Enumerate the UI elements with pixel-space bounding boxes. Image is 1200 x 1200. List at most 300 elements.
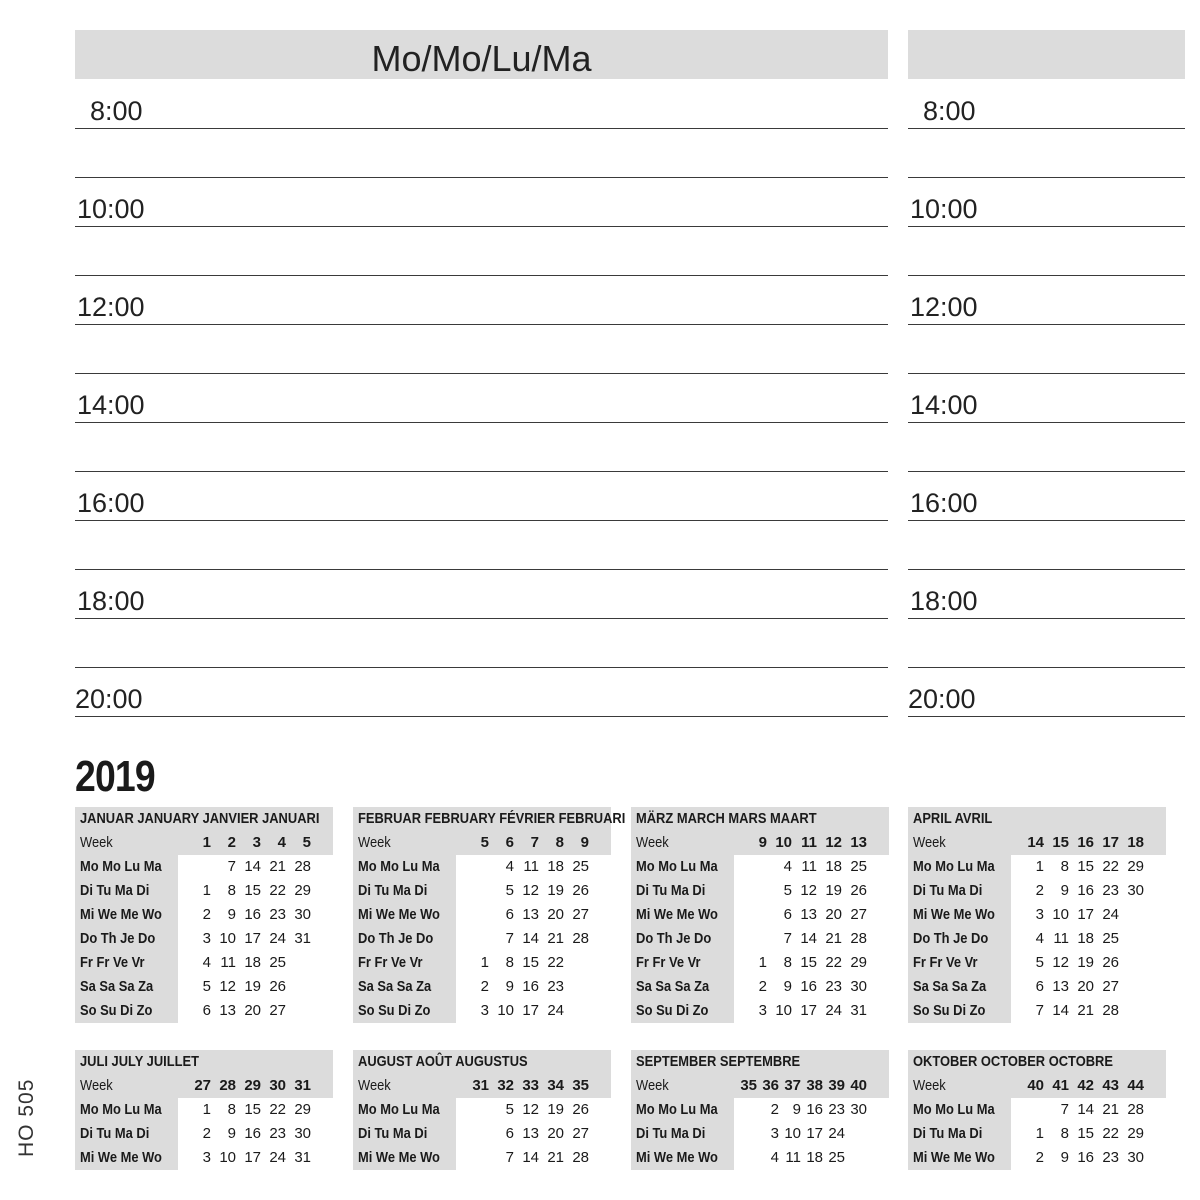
month-title: JANUAR JANUARY JANVIER JANUARI bbox=[80, 810, 320, 827]
date-cell: 1 bbox=[480, 954, 489, 971]
date-cell: 23 bbox=[825, 978, 842, 995]
weekday-row bbox=[631, 927, 889, 951]
date-cell: 2 bbox=[1035, 1149, 1044, 1166]
date-cell: 20 bbox=[547, 906, 564, 923]
date-cell: 6 bbox=[1035, 978, 1044, 995]
month-calendar bbox=[631, 1050, 889, 1170]
date-cell: 9 bbox=[227, 906, 236, 923]
date-cell: 8 bbox=[227, 882, 236, 899]
month-title-row bbox=[353, 807, 626, 831]
date-cell: 16 bbox=[244, 906, 261, 923]
date-cell: 21 bbox=[1102, 1101, 1119, 1118]
week-number: 31 bbox=[294, 1077, 311, 1094]
week-number-row bbox=[75, 831, 333, 855]
weekday-label: Mi We Me Wo bbox=[80, 1149, 162, 1166]
weekday-row bbox=[353, 951, 611, 975]
date-cell: 3 bbox=[202, 930, 211, 947]
date-cell: 10 bbox=[497, 1002, 514, 1019]
week-label: Week bbox=[913, 834, 946, 851]
week-number: 10 bbox=[775, 834, 792, 851]
weekday-label: Mo Mo Lu Ma bbox=[80, 858, 162, 875]
weekday-row bbox=[908, 1146, 1166, 1170]
weekday-label: Fr Fr Ve Vr bbox=[913, 954, 978, 971]
weekday-label: Mo Mo Lu Ma bbox=[358, 1101, 440, 1118]
time-label-side: 14:00 bbox=[910, 390, 978, 420]
date-cell: 21 bbox=[547, 1149, 564, 1166]
date-cell: 15 bbox=[522, 954, 539, 971]
week-number: 35 bbox=[740, 1077, 757, 1094]
month-title-row bbox=[631, 1050, 889, 1074]
date-cell: 9 bbox=[792, 1101, 801, 1118]
month-title: AUGUST AOÛT AUGUSTUS bbox=[358, 1053, 528, 1070]
month-title-row bbox=[908, 807, 1166, 831]
date-cell: 3 bbox=[202, 1149, 211, 1166]
date-cell: 31 bbox=[294, 930, 311, 947]
date-cell: 1 bbox=[202, 882, 211, 899]
date-cell: 8 bbox=[505, 954, 514, 971]
month-calendar bbox=[908, 807, 1166, 1023]
time-label-main: 10:00 bbox=[77, 194, 145, 224]
week-number: 1 bbox=[202, 834, 211, 851]
month-title: APRIL AVRIL bbox=[913, 810, 993, 827]
date-cell: 8 bbox=[783, 954, 792, 971]
date-cell: 8 bbox=[227, 1101, 236, 1118]
date-cell: 3 bbox=[770, 1125, 779, 1142]
week-number: 9 bbox=[580, 834, 589, 851]
date-cell: 21 bbox=[547, 930, 564, 947]
weekday-label: Mi We Me Wo bbox=[80, 906, 162, 923]
week-number: 44 bbox=[1127, 1077, 1144, 1094]
line-side-15 bbox=[908, 471, 1185, 472]
weekday-row bbox=[353, 1146, 611, 1170]
weekday-row bbox=[353, 1098, 611, 1122]
date-cell: 17 bbox=[806, 1125, 823, 1142]
month-title: FEBRUAR FEBRUARY FÉVRIER FEBRUARI bbox=[358, 810, 626, 827]
weekday-row bbox=[75, 999, 333, 1023]
line-side-19 bbox=[908, 667, 1185, 668]
date-cell: 16 bbox=[522, 978, 539, 995]
week-number: 32 bbox=[497, 1077, 514, 1094]
date-cell: 30 bbox=[1127, 1149, 1144, 1166]
weekday-row bbox=[353, 903, 611, 927]
date-cell: 20 bbox=[244, 1002, 261, 1019]
weekday-row bbox=[631, 1146, 889, 1170]
date-cell: 16 bbox=[806, 1101, 823, 1118]
time-label-side: 16:00 bbox=[910, 488, 978, 518]
date-cell: 2 bbox=[758, 978, 767, 995]
date-cell: 7 bbox=[783, 930, 792, 947]
date-cell: 25 bbox=[572, 858, 589, 875]
week-number: 28 bbox=[219, 1077, 236, 1094]
week-number: 40 bbox=[850, 1077, 867, 1094]
date-cell: 12 bbox=[522, 882, 539, 899]
month-calendar bbox=[353, 1050, 611, 1170]
weekday-label: Fr Fr Ve Vr bbox=[636, 954, 701, 971]
date-cell: 3 bbox=[1035, 906, 1044, 923]
date-cell: 7 bbox=[227, 858, 236, 875]
week-number: 29 bbox=[244, 1077, 261, 1094]
weekday-row bbox=[908, 1098, 1166, 1122]
weekday-label: So Su Di Zo bbox=[80, 1002, 153, 1019]
weekday-label: Mi We Me Wo bbox=[636, 1149, 718, 1166]
date-cell: 16 bbox=[1077, 1149, 1094, 1166]
weekday-row bbox=[908, 927, 1166, 951]
week-number: 43 bbox=[1102, 1077, 1119, 1094]
line-main-17 bbox=[75, 569, 888, 570]
date-cell: 5 bbox=[505, 882, 514, 899]
date-cell: 15 bbox=[244, 882, 261, 899]
weekday-label: Do Th Je Do bbox=[913, 930, 989, 947]
date-cell: 14 bbox=[1077, 1101, 1094, 1118]
week-number: 2 bbox=[227, 834, 236, 851]
date-cell: 28 bbox=[1102, 1002, 1119, 1019]
date-cell: 3 bbox=[758, 1002, 767, 1019]
weekday-label: Di Tu Ma Di bbox=[80, 1125, 150, 1142]
month-calendar bbox=[75, 807, 333, 1023]
date-cell: 30 bbox=[294, 906, 311, 923]
date-cell: 25 bbox=[850, 858, 867, 875]
date-cell: 1 bbox=[758, 954, 767, 971]
date-cell: 23 bbox=[547, 978, 564, 995]
date-cell: 4 bbox=[505, 858, 514, 875]
weekday-row bbox=[908, 855, 1166, 879]
week-number: 31 bbox=[472, 1077, 489, 1094]
date-cell: 10 bbox=[219, 1149, 236, 1166]
date-cell: 27 bbox=[572, 906, 589, 923]
date-cell: 26 bbox=[850, 882, 867, 899]
date-cell: 13 bbox=[522, 1125, 539, 1142]
date-cell: 28 bbox=[572, 930, 589, 947]
weekday-label: Sa Sa Sa Za bbox=[358, 978, 432, 995]
date-cell: 7 bbox=[505, 930, 514, 947]
date-cell: 17 bbox=[800, 1002, 817, 1019]
weekday-row bbox=[75, 855, 333, 879]
week-label: Week bbox=[636, 834, 669, 851]
date-cell: 26 bbox=[572, 882, 589, 899]
week-number: 39 bbox=[828, 1077, 845, 1094]
month-title: OKTOBER OCTOBER OCTOBRE bbox=[913, 1053, 1113, 1070]
date-cell: 21 bbox=[1077, 1002, 1094, 1019]
date-cell: 29 bbox=[1127, 1125, 1144, 1142]
weekday-row bbox=[75, 951, 333, 975]
week-number: 15 bbox=[1052, 834, 1069, 851]
date-cell: 10 bbox=[1052, 906, 1069, 923]
date-cell: 2 bbox=[1035, 882, 1044, 899]
week-number: 12 bbox=[825, 834, 842, 851]
line-main-15 bbox=[75, 471, 888, 472]
weekday-label: Mi We Me Wo bbox=[358, 1149, 440, 1166]
product-code: HO 505 bbox=[15, 1078, 38, 1157]
week-number: 8 bbox=[555, 834, 564, 851]
week-number: 5 bbox=[480, 834, 489, 851]
date-cell: 10 bbox=[219, 930, 236, 947]
weekday-label: Mi We Me Wo bbox=[636, 906, 718, 923]
date-cell: 18 bbox=[244, 954, 261, 971]
month-title-row bbox=[908, 1050, 1166, 1074]
line-main-19 bbox=[75, 667, 888, 668]
month-title-row bbox=[353, 1050, 611, 1074]
month-title-row bbox=[631, 807, 889, 831]
date-cell: 5 bbox=[202, 978, 211, 995]
day-header-main bbox=[75, 30, 888, 79]
week-number-row bbox=[631, 831, 889, 855]
date-cell: 19 bbox=[547, 882, 564, 899]
weekday-label: So Su Di Zo bbox=[358, 1002, 431, 1019]
weekday-row bbox=[75, 927, 333, 951]
weekday-row bbox=[908, 999, 1166, 1023]
date-cell: 16 bbox=[1077, 882, 1094, 899]
date-cell: 22 bbox=[269, 1101, 286, 1118]
line-main-13 bbox=[75, 373, 888, 374]
weekday-label: Fr Fr Ve Vr bbox=[358, 954, 423, 971]
weekday-label: Di Tu Ma Di bbox=[358, 1125, 428, 1142]
weekday-label: Di Tu Ma Di bbox=[358, 882, 428, 899]
week-number: 16 bbox=[1077, 834, 1094, 851]
month-calendar bbox=[75, 1050, 333, 1170]
date-cell: 7 bbox=[1035, 1002, 1044, 1019]
date-cell: 9 bbox=[1060, 1149, 1069, 1166]
date-cell: 20 bbox=[1077, 978, 1094, 995]
time-label-side: 8:00 bbox=[923, 96, 976, 126]
date-cell: 22 bbox=[1102, 1125, 1119, 1142]
date-cell: 11 bbox=[785, 1149, 801, 1166]
date-cell: 6 bbox=[505, 1125, 514, 1142]
week-label: Week bbox=[358, 1077, 391, 1094]
date-cell: 9 bbox=[227, 1125, 236, 1142]
weekday-row bbox=[353, 999, 611, 1023]
line-side-8 bbox=[908, 128, 1185, 129]
date-cell: 2 bbox=[202, 1125, 211, 1142]
weekday-label: Do Th Je Do bbox=[80, 930, 156, 947]
date-cell: 12 bbox=[1052, 954, 1069, 971]
month-calendar bbox=[631, 807, 889, 1023]
date-cell: 8 bbox=[1060, 1125, 1069, 1142]
date-cell: 23 bbox=[269, 906, 286, 923]
date-cell: 9 bbox=[505, 978, 514, 995]
date-cell: 23 bbox=[1102, 882, 1119, 899]
date-cell: 20 bbox=[825, 906, 842, 923]
line-main-9 bbox=[75, 177, 888, 178]
week-number: 42 bbox=[1077, 1077, 1094, 1094]
time-label-side: 18:00 bbox=[910, 586, 978, 616]
date-cell: 24 bbox=[1102, 906, 1119, 923]
line-main-11 bbox=[75, 275, 888, 276]
date-cell: 17 bbox=[244, 930, 261, 947]
weekday-label: Di Tu Ma Di bbox=[80, 882, 150, 899]
week-number: 4 bbox=[277, 834, 286, 851]
date-cell: 23 bbox=[1102, 1149, 1119, 1166]
date-cell: 14 bbox=[800, 930, 817, 947]
date-cell: 1 bbox=[1035, 1125, 1044, 1142]
month-title-row bbox=[75, 1050, 333, 1074]
month-title-row bbox=[75, 807, 333, 831]
date-cell: 14 bbox=[244, 858, 261, 875]
day-title: Mo/Mo/Lu/Ma bbox=[371, 38, 592, 79]
week-number: 36 bbox=[762, 1077, 779, 1094]
date-cell: 29 bbox=[850, 954, 867, 971]
week-number: 34 bbox=[547, 1077, 564, 1094]
week-label: Week bbox=[80, 834, 113, 851]
week-number: 37 bbox=[784, 1077, 801, 1094]
day-header-side bbox=[908, 30, 1185, 79]
date-cell: 23 bbox=[828, 1101, 845, 1118]
date-cell: 15 bbox=[1077, 1125, 1094, 1142]
month-calendar bbox=[353, 807, 626, 1023]
line-side-11 bbox=[908, 275, 1185, 276]
weekday-label: Mo Mo Lu Ma bbox=[913, 1101, 995, 1118]
weekday-row bbox=[353, 975, 611, 999]
line-side-18 bbox=[908, 618, 1185, 619]
week-number-row bbox=[631, 1074, 889, 1098]
week-number: 18 bbox=[1127, 834, 1144, 851]
week-number: 41 bbox=[1052, 1077, 1069, 1094]
line-side-14 bbox=[908, 422, 1185, 423]
date-cell: 3 bbox=[480, 1002, 489, 1019]
date-cell: 21 bbox=[825, 930, 842, 947]
date-cell: 9 bbox=[783, 978, 792, 995]
date-cell: 1 bbox=[202, 1101, 211, 1118]
week-label: Week bbox=[358, 834, 391, 851]
time-label-main: 8:00 bbox=[90, 96, 143, 126]
date-cell: 10 bbox=[784, 1125, 801, 1142]
weekday-label: Mi We Me Wo bbox=[913, 906, 995, 923]
date-cell: 31 bbox=[294, 1149, 311, 1166]
date-cell: 30 bbox=[850, 1101, 867, 1118]
week-number: 5 bbox=[302, 834, 311, 851]
weekday-label: Sa Sa Sa Za bbox=[80, 978, 154, 995]
line-main-8 bbox=[75, 128, 888, 129]
month-title: SEPTEMBER SEPTEMBRE bbox=[636, 1053, 801, 1070]
date-cell: 25 bbox=[1102, 930, 1119, 947]
line-side-10 bbox=[908, 226, 1185, 227]
date-cell: 4 bbox=[770, 1149, 779, 1166]
week-number: 14 bbox=[1027, 834, 1044, 851]
weekday-row bbox=[353, 855, 611, 879]
date-cell: 28 bbox=[850, 930, 867, 947]
weekday-row bbox=[631, 951, 889, 975]
date-cell: 6 bbox=[505, 906, 514, 923]
date-cell: 23 bbox=[269, 1125, 286, 1142]
date-cell: 14 bbox=[1052, 1002, 1069, 1019]
time-label-side: 20:00 bbox=[908, 684, 976, 714]
week-number: 38 bbox=[806, 1077, 823, 1094]
weekday-label: Do Th Je Do bbox=[636, 930, 712, 947]
weekday-row bbox=[631, 855, 889, 879]
date-cell: 25 bbox=[828, 1149, 845, 1166]
weekday-label: Mo Mo Lu Ma bbox=[636, 1101, 718, 1118]
date-cell: 13 bbox=[800, 906, 817, 923]
week-label: Week bbox=[913, 1077, 946, 1094]
date-cell: 22 bbox=[269, 882, 286, 899]
date-cell: 6 bbox=[202, 1002, 211, 1019]
date-cell: 25 bbox=[269, 954, 286, 971]
date-cell: 17 bbox=[244, 1149, 261, 1166]
date-cell: 26 bbox=[1102, 954, 1119, 971]
date-cell: 19 bbox=[1077, 954, 1094, 971]
weekday-label: Do Th Je Do bbox=[358, 930, 434, 947]
date-cell: 12 bbox=[219, 978, 236, 995]
week-number-row bbox=[908, 1074, 1166, 1098]
week-number: 6 bbox=[505, 834, 514, 851]
weekday-row bbox=[75, 1146, 333, 1170]
weekday-label: Fr Fr Ve Vr bbox=[80, 954, 145, 971]
date-cell: 29 bbox=[294, 882, 311, 899]
week-number-row bbox=[908, 831, 1166, 855]
weekday-label: So Su Di Zo bbox=[913, 1002, 986, 1019]
date-cell: 7 bbox=[1060, 1101, 1069, 1118]
date-cell: 16 bbox=[244, 1125, 261, 1142]
line-side-20 bbox=[908, 716, 1185, 717]
line-main-18 bbox=[75, 618, 888, 619]
line-side-17 bbox=[908, 569, 1185, 570]
date-cell: 20 bbox=[547, 1125, 564, 1142]
time-label-main: 14:00 bbox=[77, 390, 145, 420]
weekday-label: Mo Mo Lu Ma bbox=[80, 1101, 162, 1118]
date-cell: 24 bbox=[269, 930, 286, 947]
line-main-10 bbox=[75, 226, 888, 227]
line-side-12 bbox=[908, 324, 1185, 325]
week-number-row bbox=[75, 1074, 333, 1098]
date-cell: 5 bbox=[783, 882, 792, 899]
week-number: 17 bbox=[1102, 834, 1119, 851]
week-number: 30 bbox=[269, 1077, 286, 1094]
weekday-label: Mo Mo Lu Ma bbox=[358, 858, 440, 875]
time-label-main: 12:00 bbox=[77, 292, 145, 322]
weekday-label: So Su Di Zo bbox=[636, 1002, 709, 1019]
line-side-16 bbox=[908, 520, 1185, 521]
line-main-16 bbox=[75, 520, 888, 521]
date-cell: 31 bbox=[850, 1002, 867, 1019]
date-cell: 1 bbox=[1035, 858, 1044, 875]
date-cell: 29 bbox=[294, 1101, 311, 1118]
date-cell: 27 bbox=[269, 1002, 286, 1019]
month-calendar bbox=[908, 1050, 1166, 1170]
weekday-row bbox=[75, 1098, 333, 1122]
weekday-label: Di Tu Ma Di bbox=[636, 1125, 706, 1142]
weekday-row bbox=[908, 1122, 1166, 1146]
date-cell: 22 bbox=[547, 954, 564, 971]
date-cell: 10 bbox=[775, 1002, 792, 1019]
week-number: 33 bbox=[522, 1077, 539, 1094]
date-cell: 24 bbox=[825, 1002, 842, 1019]
time-label-main: 18:00 bbox=[77, 586, 145, 616]
week-number: 35 bbox=[572, 1077, 589, 1094]
date-cell: 30 bbox=[850, 978, 867, 995]
weekday-label: Mi We Me Wo bbox=[913, 1149, 995, 1166]
weekday-row bbox=[908, 951, 1166, 975]
week-number: 40 bbox=[1027, 1077, 1044, 1094]
date-cell: 28 bbox=[294, 858, 311, 875]
week-number-row bbox=[353, 1074, 611, 1098]
weekday-row bbox=[353, 1122, 611, 1146]
date-cell: 26 bbox=[269, 978, 286, 995]
date-cell: 4 bbox=[783, 858, 792, 875]
date-cell: 18 bbox=[806, 1149, 823, 1166]
weekday-row bbox=[75, 1122, 333, 1146]
date-cell: 4 bbox=[1035, 930, 1044, 947]
week-number: 7 bbox=[530, 834, 539, 851]
date-cell: 11 bbox=[1053, 930, 1069, 947]
date-cell: 28 bbox=[1127, 1101, 1144, 1118]
date-cell: 22 bbox=[1102, 858, 1119, 875]
time-label-main: 16:00 bbox=[77, 488, 145, 518]
weekday-row bbox=[631, 903, 889, 927]
week-number: 11 bbox=[801, 834, 817, 851]
weekday-row bbox=[631, 975, 889, 999]
date-cell: 24 bbox=[547, 1002, 564, 1019]
weekday-row bbox=[631, 1098, 889, 1122]
date-cell: 12 bbox=[800, 882, 817, 899]
